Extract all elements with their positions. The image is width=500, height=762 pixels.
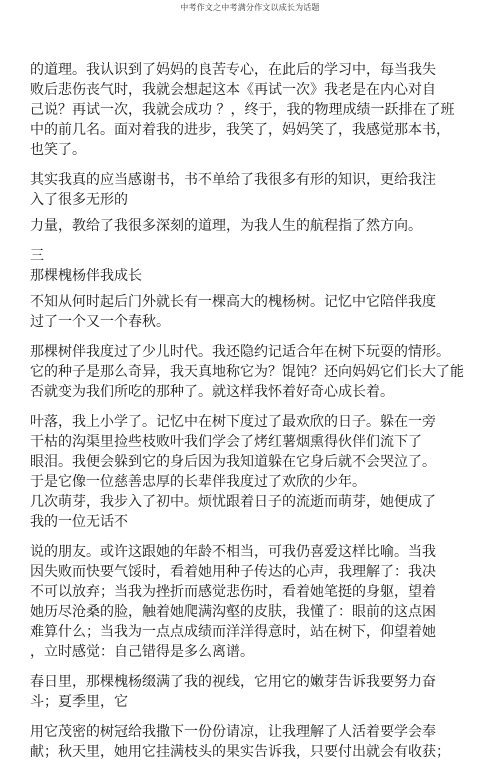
paragraph-6: [30, 542, 470, 662]
text-line: 难算什么；当我为一点点成绩而洋洋得意时，站在树下，仰望着她: [30, 624, 436, 640]
text-line: 说的朋友。或许这跟她的年龄不相当，可我仍喜爱这样比喻。当我: [30, 544, 436, 560]
paragraph-5: [30, 412, 470, 532]
page-header: 中考作文之中考满分作文以成长为话题: [180, 3, 320, 12]
text-line: 不知从何时起后门外就长有一棵高大的槐杨树。记忆中它陪伴我度: [30, 294, 436, 310]
paragraph-2: [30, 170, 470, 236]
text-line: 败后悲伤丧气时，我就会想起这本《再试一次》我老是在内心对自: [30, 82, 436, 98]
text-line: 它的种子是那么奇异，我天真地称它为？馄饨？还向妈妈它们长大了能: [30, 364, 464, 380]
section-number: 三: [30, 248, 44, 264]
text-line: 的道理。我认识到了妈妈的良苦专心，在此后的学习中，每当我失: [30, 62, 436, 78]
text-line: 于是它像一位慈善忠厚的长辈伴我度过了欢欣的少年。: [30, 474, 366, 490]
text-line: 叶落，我上小学了。记忆中在树下度过了最欢欣的日子。躲在一旁: [30, 414, 436, 430]
section-heading: [30, 246, 470, 286]
text-line: 那棵树伴我度过了少儿时代。我还隐约记适合年在树下玩耍的情形。: [30, 344, 450, 360]
text-line: 入了很多无形的: [30, 192, 128, 208]
text-line: 过了一个又一个春秋。: [30, 314, 170, 330]
text-line: 力量，教给了我很多深刻的道理，为我人生的航程指了然方向。: [30, 218, 422, 234]
text-line: 干枯的沟渠里捡些枝败叶我们学会了烤红薯烟熏得伙伴们流下了: [30, 434, 422, 450]
text-line: 否就变为我们所吃的那种了。就这样我怀着好奇心成长着。: [30, 384, 394, 400]
text-line: 春日里，那棵槐杨缀满了我的视线，它用它的嫩芽告诉我要努力奋: [30, 674, 436, 690]
paragraph-3: [30, 292, 470, 332]
paragraph-7: [30, 672, 470, 712]
text-line: 眼泪。我便会躲到它的身后因为我知道躲在它身后就不会哭泣了。: [30, 454, 436, 470]
text-line: 斗；夏季里，它: [30, 694, 128, 710]
text-line: 己说？再试一次，我就会成功 ？，终于，我的物理成绩一跃排在了班: [30, 102, 455, 118]
text-line: 用它茂密的树冠给我撒下一份份请凉，让我理解了人活着要学会奉: [30, 724, 436, 740]
text-line: 她历尽沧桑的脸，触着她爬满沟壑的皮肤，我懂了：眼前的这点困: [30, 604, 436, 620]
text-line: 献；秋天里，她用它挂满枝头的果实告诉我，只要付出就会有收获；: [30, 744, 450, 760]
text-line: 不可以放弃；当我为挫折而感觉悲伤时，看着她笔挺的身躯，望着: [30, 584, 436, 600]
text-line: 也笑了。: [30, 142, 86, 158]
text-line: 其实我真的应当感谢书，书不单给了我很多有形的知识，更给我注: [30, 172, 436, 188]
text-line: 我的一位无话不: [30, 514, 128, 530]
text-line: 几次萌芽，我步入了初中。烦忧跟着日子的流逝而萌芽，她便成了: [30, 494, 436, 510]
text-line: 因失败而快要气馁时，看着她用种子传达的心声，我理解了：我决: [30, 564, 436, 580]
paragraph-4: [30, 342, 470, 402]
paragraph-1: [30, 60, 470, 160]
paragraph-8: [30, 722, 470, 762]
section-title: 那棵槐杨伴我成长: [30, 268, 142, 284]
text-line: 中的前几名。面对着我的进步，我笑了，妈妈笑了，我感觉那本书，: [30, 122, 450, 138]
text-line: ，立时感觉：自己错得是多么离谱。: [30, 644, 254, 660]
document-body: [30, 60, 470, 762]
